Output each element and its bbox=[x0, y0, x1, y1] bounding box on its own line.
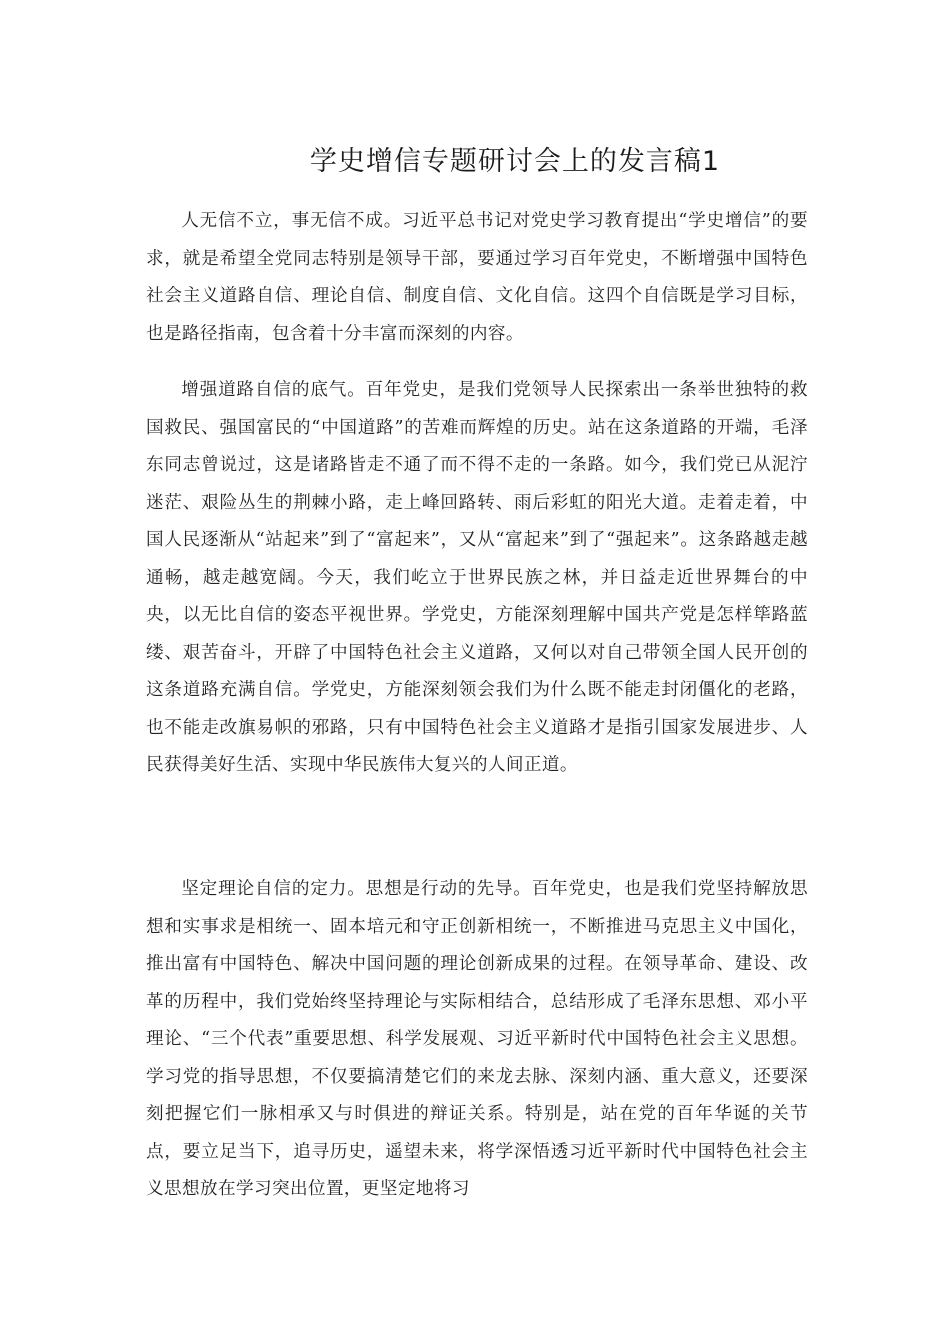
paragraph-intro: 人无信不立，事无信不成。习近平总书记对党史学习教育提出“学史增信”的要求，就是希望全党同志特别是领导干部，要通过学习百年党史，不断增强中国特色社会主义道路自信、理论自信、制度自信、文化自信。这四个自信既是学习目标，也是路径指南，包含着十分丰富而深刻的内容。 bbox=[146, 211, 808, 344]
document-title: 学史增信专题研讨会上的发言稿1 bbox=[309, 146, 721, 177]
paragraph-road-confidence: 增强道路自信的底气。百年党史，是我们党领导人民探索出一条举世独特的救国救民、强国富民的“中国道路”的苦难而辉煌的历史。站在这条道路的开端，毛泽东同志曾说过，这是诸路皆走不通了而不得不走的一条路。如今，我们党已从泥泞迷茫、艰险丛生的荆棘小路，走上峰回路转、雨后彩虹的阳光大道。走着走着，中国人民逐渐从“站起来”到了“富起来”，又从“富起来”到了“强起来”。这条路越走越通畅，越走越宽阔。今天，我们屹立于世界民族之林，并日益走近世界舞台的中央，以无比自信的姿态平视世界。学党史，方能深刻理解中国共产党是怎样筚路蓝缕、艰苦奋斗，开辟了中国特色社会主义道路，又何以对自己带领全国人民开创的这条道路充满自信。学党史，方能深刻领会我们为什么既不能走封闭僵化的老路，也不能走改旗易帜的邪路，只有中国特色社会主义道路才是指引国家发展进步、人民获得美好生活、实现中华民族伟大复兴的人间正道。 bbox=[146, 380, 808, 775]
paragraph-theory-confidence: 坚定理论自信的定力。思想是行动的先导。百年党史，也是我们党坚持解放思想和实事求是相统一、固本培元和守正创新相统一，不断推进马克思主义中国化，推出富有中国特色、解决中国问题的理论创新成果的过程。在领导革命、建设、改革的历程中，我们党始终坚持理论与实际相结合，总结形成了毛泽东思想、邓小平理论、“三个代表”重要思想、科学发展观、习近平新时代中国特色社会主义思想。学习党的指导思想，不仅要搞清楚它们的来龙去脉、深刻内涵、重大意义，还要深刻把握它们一脉相承又与时俱进的辩证关系。特别是，站在党的百年华诞的关节点，要立足当下，追寻历史，遥望未来，将学深悟透习近平新时代中国特色社会主义思想放在学习突出位置，更坚定地将习 bbox=[146, 879, 808, 1199]
